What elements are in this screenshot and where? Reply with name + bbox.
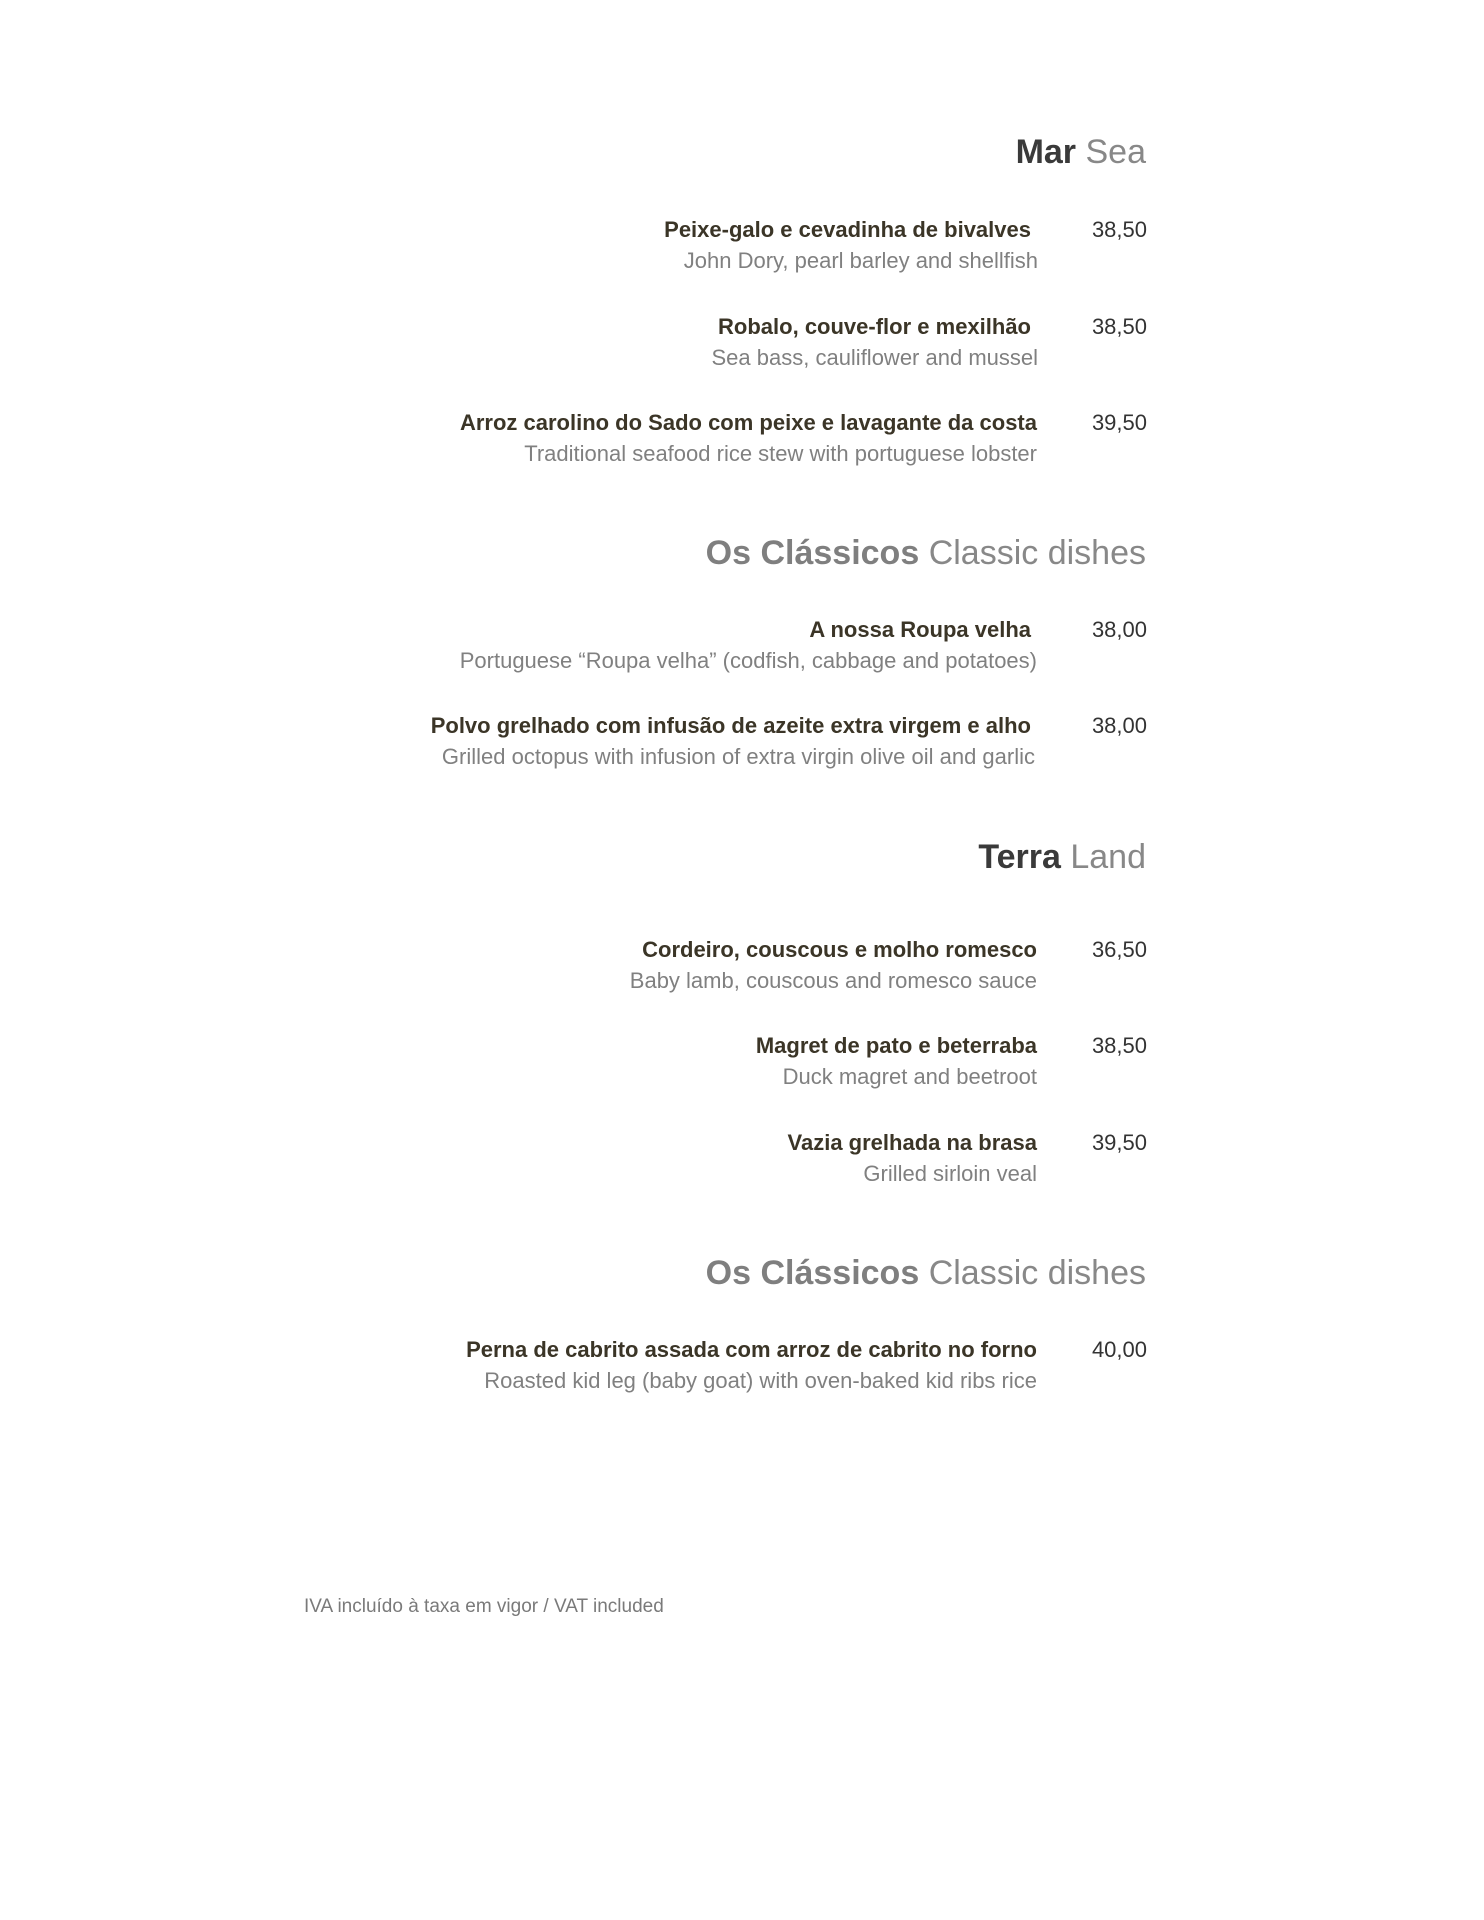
dish-description: Sea bass, cauliflower and mussel xyxy=(711,345,1038,370)
section-title-en: Land xyxy=(1070,838,1146,876)
section-title-en: Sea xyxy=(1085,133,1146,171)
dish-price: 40,00 xyxy=(1091,1337,1147,1362)
section-title-en: Classic dishes xyxy=(928,534,1146,572)
dish-price: 36,50 xyxy=(1091,937,1147,962)
dish-name: Perna de cabrito assada com arroz de cabrito no forno xyxy=(466,1337,1037,1362)
dish-name: Arroz carolino do Sado com peixe e lavagante da costa xyxy=(459,410,1037,435)
menu-item xyxy=(0,1032,1484,1102)
dish-description: John Dory, pearl barley and shellfish xyxy=(683,248,1038,273)
section-title-pt: Os Clássicos xyxy=(705,534,920,572)
dish-price: 39,50 xyxy=(1091,410,1147,435)
dish-price: 38,50 xyxy=(1091,217,1147,242)
section-title-land xyxy=(978,837,1146,877)
dish-name: A nossa Roupa velha xyxy=(809,617,1031,642)
dish-name: Peixe-galo e cevadinha de bivalves xyxy=(664,217,1031,242)
dish-description: Duck magret and beetroot xyxy=(782,1064,1037,1089)
dish-description: Traditional seafood rice stew with portuguese lobster xyxy=(524,441,1037,466)
section-title-classics xyxy=(706,1253,1146,1293)
menu-item xyxy=(0,936,1484,1006)
menu-item xyxy=(0,313,1484,383)
section-title-pt: Mar xyxy=(1015,133,1077,171)
menu-item xyxy=(0,1336,1484,1406)
menu-item xyxy=(0,216,1484,286)
dish-description: Portuguese “Roupa velha” (codfish, cabbage and potatoes) xyxy=(459,648,1037,673)
dish-name: Polvo grelhado com infusão de azeite extra virgem e alho xyxy=(430,713,1031,738)
dish-description: Grilled sirloin veal xyxy=(863,1161,1037,1186)
dish-description: Roasted kid leg (baby goat) with oven-baked kid ribs rice xyxy=(484,1368,1037,1393)
dish-description: Baby lamb, couscous and romesco sauce xyxy=(629,968,1037,993)
vat-note: IVA incluído à taxa em vigor / VAT included xyxy=(304,1596,664,1617)
menu-item xyxy=(0,616,1484,686)
dish-price: 38,00 xyxy=(1091,617,1147,642)
section-title-pt: Os Clássicos xyxy=(705,1254,920,1292)
dish-price: 38,00 xyxy=(1091,713,1147,738)
menu-item xyxy=(0,409,1484,479)
section-title-classics xyxy=(706,533,1146,573)
menu-item xyxy=(0,712,1484,782)
dish-description: Grilled octopus with infusion of extra virgin olive oil and garlic xyxy=(441,744,1035,769)
dish-name: Magret de pato e beterraba xyxy=(755,1033,1037,1058)
section-title-en: Classic dishes xyxy=(928,1254,1146,1292)
dish-name: Robalo, couve-flor e mexilhão xyxy=(718,314,1031,339)
dish-price: 38,50 xyxy=(1091,1033,1147,1058)
dish-price: 38,50 xyxy=(1091,314,1147,339)
dish-name: Cordeiro, couscous e molho romesco xyxy=(642,937,1037,962)
menu-item xyxy=(0,1129,1484,1199)
section-title-sea xyxy=(1016,132,1146,172)
section-title-pt: Terra xyxy=(978,838,1061,876)
dish-price: 39,50 xyxy=(1091,1130,1147,1155)
dish-name: Vazia grelhada na brasa xyxy=(787,1130,1037,1155)
